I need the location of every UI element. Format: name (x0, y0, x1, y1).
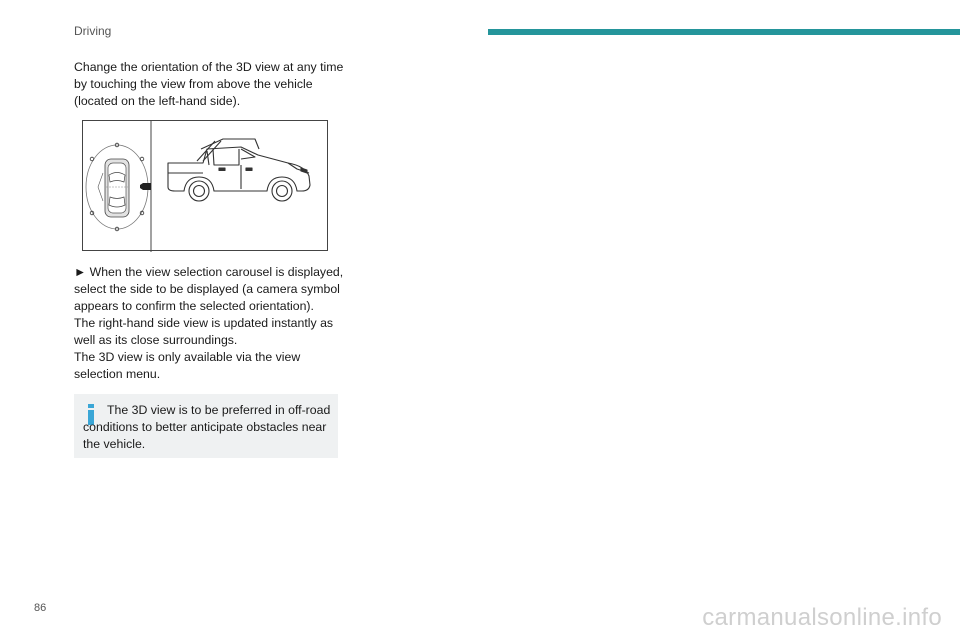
top-view-vehicle-icon (86, 143, 148, 231)
view-diagram (83, 121, 329, 252)
camera-icon (140, 183, 151, 190)
watermark: carmanualsonline.info (702, 604, 942, 631)
section-title: Driving (74, 24, 112, 38)
info-box (74, 394, 338, 458)
update-note: The right-hand side view is updated instantly as well as its close surroundings. (74, 316, 334, 347)
page-number: 86 (34, 602, 47, 614)
instruction-paragraph (74, 264, 346, 383)
pickup-truck-side-view-icon (168, 139, 310, 201)
step-text: When the view selection carousel is displayed, select the side to be displayed (a camera symbol appears to confirm the selected orientation). (74, 265, 344, 313)
section-divider-bar (488, 29, 960, 35)
info-text: The 3D view is to be preferred in off-road conditions to better anticipate obstacles near the vehicle. (83, 403, 331, 451)
availability-note: The 3D view is only available via the view selection menu. (74, 350, 301, 381)
intro-paragraph: Change the orientation of the 3D view at any time by touching the view from above the vehicle (located on the left-hand side). (74, 60, 344, 108)
camera-view-illustration (82, 120, 328, 251)
step-marker: ► (74, 265, 87, 279)
